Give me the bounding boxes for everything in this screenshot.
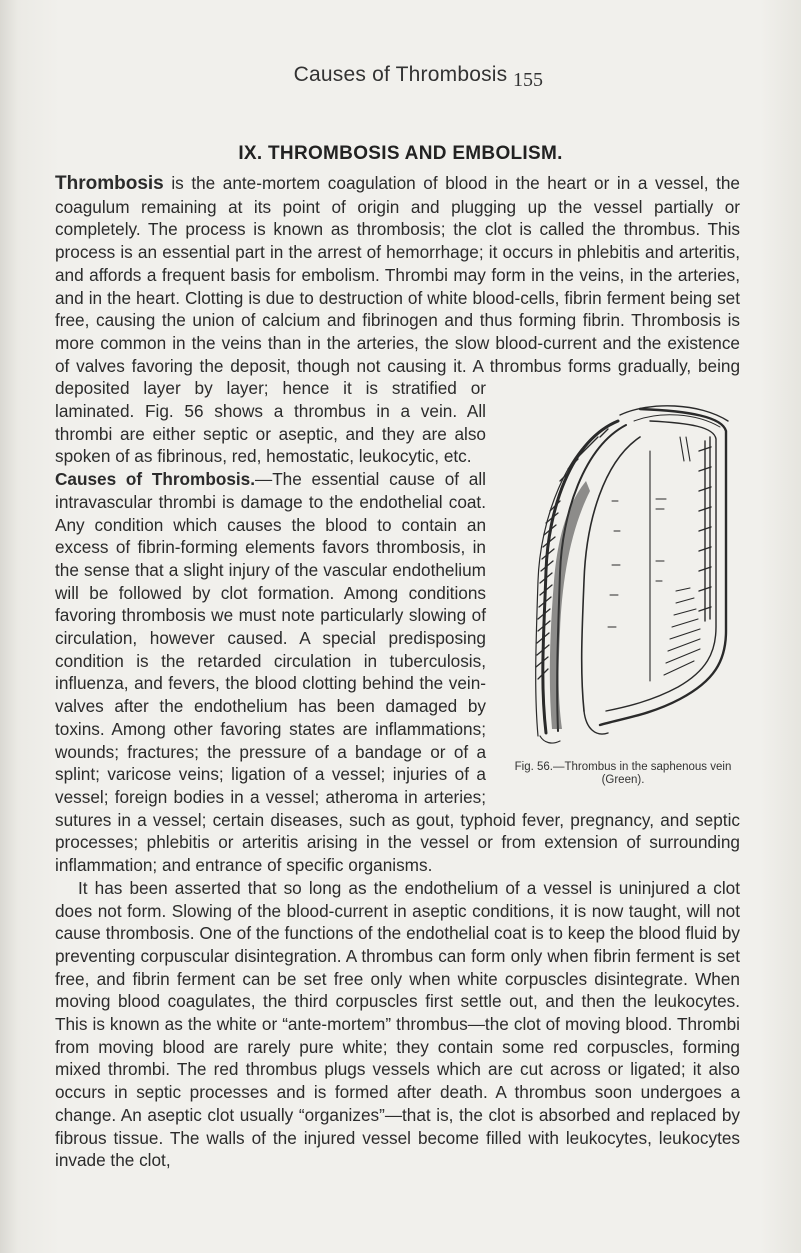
- paragraph-text: It has been asserted that so long as the endothelium of a vessel is uninjured a clot does not form. Slowing of the blood-current in aseptic conditions, it is now taught, will not cause thrombosis. One of the functions of the endothelial coat is to keep the blood fluid by preventing corpuscular disintegration. A thrombus can form only when fibrin ferment is set free, and fibrin ferment can be set free only when white corpuscles disintegrate. When moving blood coagulates, the third corpuscles first settle out, and then the leukocytes. This is known as the white or “ante-mortem” thrombus—the clot of moving blood. Thrombi from moving blood are rarely pure white; they contain some red corpuscles, forming mixed thrombi. The red thrombus plugs vessels which are cut across or ligated; it also occurs in septic processes and is formed after death. A thrombus soon undergoes a change. An aseptic clot usually “organizes”—that is, the clot is absorbed and replaced by fibrous tissue. The walls of the injured vessel become filled with leukocytes, leukocytes invade the clot,: [55, 877, 740, 1171]
- paragraph-endothelium: [55, 877, 740, 1172]
- subheading-causes: Causes of Thrombosis.: [55, 469, 255, 490]
- body-text: [55, 172, 740, 1172]
- chapter-heading: IX. THROMBOSIS AND EMBOLISM.: [238, 143, 563, 164]
- figure-56: [500, 381, 740, 789]
- paragraph-text: —The essential cause of all intravascular thrombi is damage to the endothelial coat. Any condition which causes the blood to contain an excess of fibrin-forming elements favors thrombosis, in the sense that a slight injury of the vascular endothelium will be followed by clot formation. Among conditions favoring thrombosis we must note particularly slowing of circulation, however caused. A special predisposing condition is the retarded circulation in tuberculosis, influenza, and fevers, the blood clotting behind the vein-valves after the endothelium has been damaged by toxins. Among other favoring states are inflammations; wounds; fractures; the pressure of a bandage or of a splint; varicose veins; ligation of a vessel; injuries of a vessel; foreign bodies in a vessel; atheroma in arteries; sutures in a vessel; certain diseases, such as gout, typhoid fever, pregnancy, and septic processes; phlebitis or arteritis arising in the vessel or from extension of surrounding inflammation; and entrance of specific organisms.: [55, 469, 740, 876]
- thrombus-illustration-icon: [500, 381, 740, 753]
- page-number: 155: [513, 69, 543, 91]
- figure-caption: Fig. 56.—Thrombus in the saphenous vein (Green).: [514, 760, 732, 786]
- term-thrombosis: Thrombosis: [55, 173, 164, 194]
- running-head: [0, 63, 801, 89]
- paragraph-text: is the ante-mortem coagulation of blood in the heart or in a vessel, the coagulum remaining at its point of origin and plugging up the vessel partially or completely. The process is known as thrombosis; the clot is called the thrombus. This process is an essential part in the arrest of hemorrhage; it occurs in phlebitis and arteritis, and affords a frequent basis for embolism. Thrombi may form in the veins, in the arteries, and in the heart. Clotting is due to destruction of white blood-cells, fibrin ferment being set free, causing the union of calcium and fibrinogen and thus forming fibrin. Thrombosis is more common in the veins than in the arteries, the slow blood-current and the existence of valves favoring the deposit, though not causing it. A thrombus forms gradually, being deposited layer by layer; hence it is stratified or laminated. Fig. 56 shows a thrombus in a vein. All thrombi are either septic or aseptic, and they are also spoken of as fibrinous, red, hemostatic, leukocytic, etc.: [55, 173, 740, 467]
- running-title: Causes of Thrombosis: [293, 63, 508, 86]
